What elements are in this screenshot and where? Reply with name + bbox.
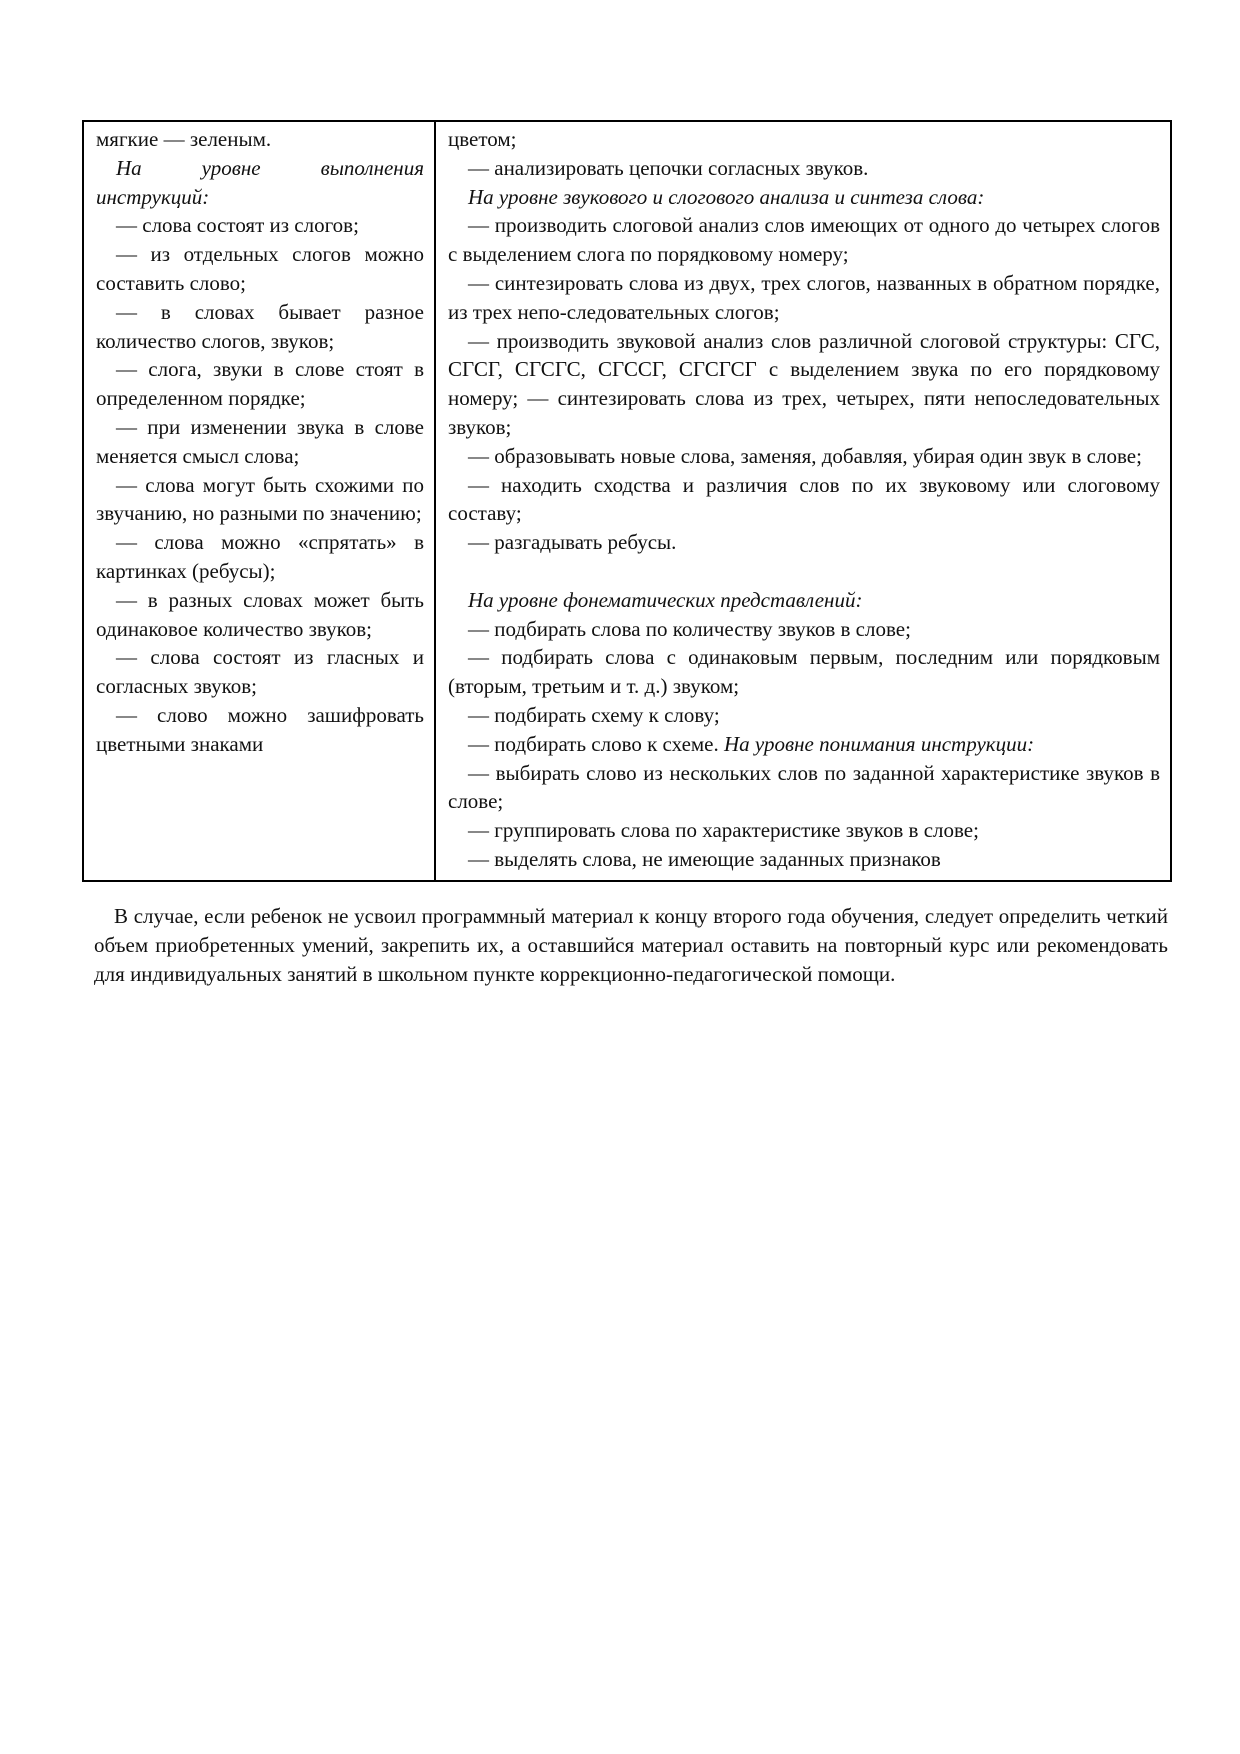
item-text: — анализировать цепочки согласных звуков.: [468, 155, 869, 180]
section-heading: [448, 183, 1160, 212]
list-item: [448, 269, 1160, 327]
section-heading-inline: На уровне понимания инструкции:: [724, 731, 1035, 756]
item-text: На уровне звукового и слогового анализа и синтеза слова:: [468, 184, 985, 209]
item-text: — подбирать слова с одинаковым первым, последним или порядковым (вторым, третьим и т. д.) звуком;: [448, 645, 1160, 699]
content-table: [82, 120, 1172, 882]
table-cell-left: [84, 122, 436, 880]
list-item: [96, 586, 424, 644]
list-item: [448, 327, 1160, 442]
item-text: — подбирать слова по количеству звуков в слове;: [468, 616, 911, 641]
item-text: — из отдельных слогов можно составить слово;: [96, 242, 424, 295]
list-item: [96, 298, 424, 356]
table-cell-right: [436, 122, 1170, 880]
item-text: На уровне фонематических представлений:: [468, 587, 863, 612]
list-item: [96, 528, 424, 586]
item-text: — образовывать новые слова, заменяя, добавляя, убирая один звук в слове;: [468, 443, 1142, 468]
list-item: [448, 211, 1160, 269]
section-heading: [448, 586, 1160, 615]
item-text: — при изменении звука в слове меняется смысл слова;: [96, 414, 424, 468]
list-item: [448, 701, 1160, 730]
list-item: [448, 154, 1160, 183]
item-text: — подбирать слово к схеме.: [468, 731, 719, 756]
list-item: [448, 615, 1160, 644]
item-text: — слова состоят из гласных и согласных звуков;: [96, 645, 424, 699]
blank-line: [448, 557, 1160, 586]
item-text: — слова можно «спрятать» в картинках (ребусы);: [96, 530, 424, 583]
list-item: [96, 643, 424, 701]
list-item: [96, 413, 424, 471]
list-item: [448, 816, 1160, 845]
item-text: — в словах бывает разное количество слогов, звуков;: [96, 299, 424, 353]
item-text: мягкие — зеленым.: [96, 127, 272, 151]
list-item: [96, 240, 424, 298]
list-item: [96, 471, 424, 529]
item-text: — слога, звуки в слове стоят в определенном порядке;: [96, 357, 424, 411]
list-item: [448, 759, 1160, 817]
list-item: [448, 471, 1160, 529]
item-text: — выделять слова, не имеющие заданных признаков: [468, 846, 941, 871]
list-item: [448, 643, 1160, 701]
section-heading: [96, 154, 424, 212]
item-text: — слова могут быть схожими по звучанию, но разными по значению;: [96, 472, 424, 526]
item-text: — разгадывать ребусы.: [468, 530, 677, 555]
list-item: [96, 125, 424, 154]
list-item: [448, 528, 1160, 557]
list-item: [96, 211, 424, 240]
list-item: [96, 701, 424, 759]
item-text: На уровне выполнения инструкций:: [96, 155, 424, 209]
closing-paragraph: В случае, если ребенок не усвоил программный материал к концу второго года обучения, следует определить четкий объем приобретенных умений, закрепить их, а оставшийся материал оставить на повторный курс или рекомендовать для индивидуальных занятий в школьном пункте коррекционно-педагогической помощи.: [94, 904, 1168, 986]
list-item: [96, 355, 424, 413]
item-text: — подбирать схему к слову;: [468, 702, 720, 727]
list-item: [448, 442, 1160, 471]
item-text: — слово можно зашифровать цветными знаками: [96, 702, 424, 756]
item-text: — производить звуковой анализ слов различной слоговой структуры: СГС, СГСГ, СГСГС, СГССГ, СГСГСГ с выделением звука по его порядковому номеру; — синтезировать слова из трех, четырех, пяти непоследовательных звуков;: [448, 328, 1160, 439]
item-text: цветом;: [448, 127, 517, 151]
list-item: [448, 730, 1160, 759]
item-text: — находить сходства и различия слов по их звуковому или слоговому составу;: [448, 472, 1160, 526]
item-text: — в разных словах может быть одинаковое количество звуков;: [96, 587, 424, 641]
item-text: — производить слоговой анализ слов имеющих от одного до четырех слогов с выделением слога по порядковому номеру;: [448, 213, 1160, 267]
list-item: [448, 125, 1160, 154]
item-text: — группировать слова по характеристике звуков в слове;: [468, 818, 979, 843]
item-text: — выбирать слово из нескольких слов по заданной характеристике звуков в слове;: [448, 760, 1160, 814]
list-item: [448, 845, 1160, 874]
item-text: — синтезировать слова из двух, трех слогов, названных в обратном порядке, из трех непо-следовательных слогов;: [448, 270, 1160, 324]
item-text: — слова состоят из слогов;: [116, 213, 359, 238]
